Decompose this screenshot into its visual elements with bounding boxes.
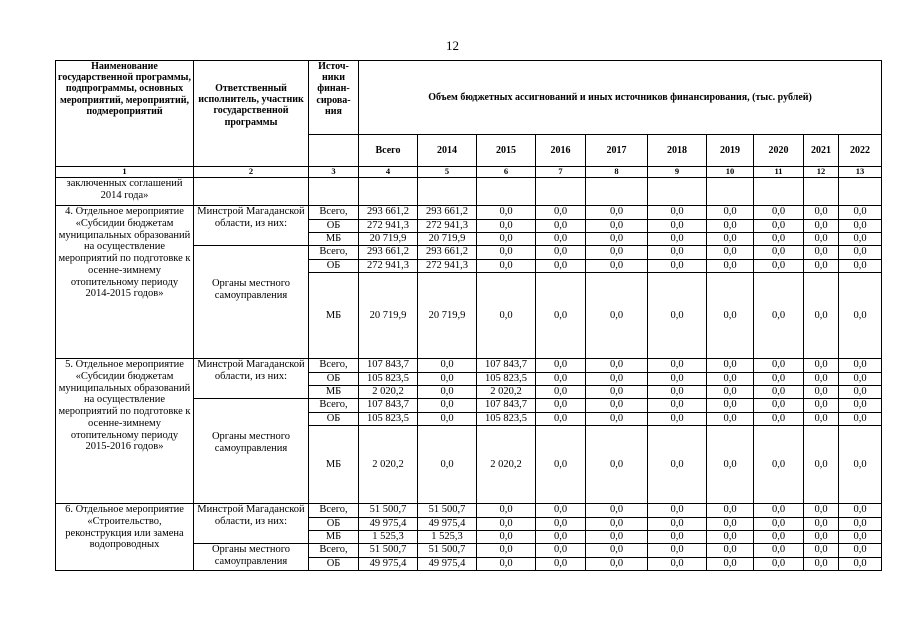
value-cell: 0,0 — [804, 544, 839, 558]
responsible-cell: Органы местного самоуправления — [194, 544, 309, 571]
header-year: 2017 — [586, 135, 648, 167]
value-cell: 0,0 — [707, 399, 754, 413]
value-cell: 0,0 — [586, 558, 648, 571]
value-cell: 0,0 — [839, 413, 882, 426]
value-cell: 0,0 — [839, 558, 882, 571]
value-cell: 20 719,9 — [418, 233, 477, 246]
column-number: 8 — [586, 167, 648, 178]
source-cell: Всего, — [309, 544, 359, 558]
value-cell: 0,0 — [648, 359, 707, 373]
column-number: 12 — [804, 167, 839, 178]
value-cell: 0,0 — [754, 399, 804, 413]
header-year: 2014 — [418, 135, 477, 167]
value-cell: 0,0 — [804, 399, 839, 413]
table-row — [56, 359, 882, 373]
value-cell: 0,0 — [839, 518, 882, 531]
value-cell: 0,0 — [648, 206, 707, 220]
value-cell: 20 719,9 — [359, 273, 418, 359]
source-cell: Всего, — [309, 504, 359, 518]
value-cell: 49 975,4 — [359, 518, 418, 531]
value-cell: 0,0 — [586, 260, 648, 273]
source-cell: МБ — [309, 233, 359, 246]
value-cell: 0,0 — [648, 246, 707, 260]
value-cell: 0,0 — [754, 544, 804, 558]
value-cell: 0,0 — [804, 504, 839, 518]
value-cell: 0,0 — [586, 246, 648, 260]
value-cell: 0,0 — [804, 220, 839, 233]
value-cell: 0,0 — [707, 504, 754, 518]
source-cell: ОБ — [309, 413, 359, 426]
value-cell: 49 975,4 — [418, 558, 477, 571]
value-cell: 0,0 — [418, 413, 477, 426]
value-cell: 49 975,4 — [359, 558, 418, 571]
column-number: 6 — [477, 167, 536, 178]
value-cell: 293 661,2 — [359, 206, 418, 220]
value-cell: 0,0 — [418, 373, 477, 386]
value-cell: 107 843,7 — [477, 399, 536, 413]
value-cell: 0,0 — [586, 504, 648, 518]
value-cell: 0,0 — [754, 413, 804, 426]
value-cell: 0,0 — [648, 544, 707, 558]
value-cell: 2 020,2 — [359, 386, 418, 399]
value-cell: 105 823,5 — [477, 413, 536, 426]
value-cell: 293 661,2 — [418, 246, 477, 260]
header-volume: Объем бюджетных ассигнований и иных источников финансирования, (тыс. рублей) — [359, 61, 882, 135]
value-cell: 0,0 — [804, 413, 839, 426]
value-cell: 0,0 — [839, 220, 882, 233]
value-cell: 0,0 — [536, 373, 586, 386]
value-cell: 0,0 — [839, 260, 882, 273]
page-number: 12 — [446, 38, 459, 53]
column-number: 5 — [418, 167, 477, 178]
value-cell: 0,0 — [754, 246, 804, 260]
value-cell: 0,0 — [648, 373, 707, 386]
value-cell: 0,0 — [754, 220, 804, 233]
value-cell: 0,0 — [586, 386, 648, 399]
column-number: 10 — [707, 167, 754, 178]
value-cell: 0,0 — [707, 386, 754, 399]
value-cell: 0,0 — [839, 426, 882, 504]
value-cell: 0,0 — [707, 373, 754, 386]
value-cell: 272 941,3 — [418, 220, 477, 233]
value-cell: 51 500,7 — [418, 504, 477, 518]
value-cell: 0,0 — [707, 260, 754, 273]
value-cell: 0,0 — [707, 246, 754, 260]
source-cell: МБ — [309, 531, 359, 544]
value-cell: 0,0 — [707, 426, 754, 504]
value-cell: 0,0 — [536, 260, 586, 273]
value-cell: 0,0 — [477, 206, 536, 220]
budget-table — [55, 60, 882, 571]
value-cell: 272 941,3 — [359, 260, 418, 273]
value-cell: 0,0 — [648, 260, 707, 273]
value-cell: 51 500,7 — [359, 544, 418, 558]
responsible-cell: Органы местного самоуправления — [194, 399, 309, 504]
value-cell: 0,0 — [839, 246, 882, 260]
value-cell: 0,0 — [536, 504, 586, 518]
responsible-cell: Органы местного самоуправления — [194, 246, 309, 359]
header-year: 2020 — [754, 135, 804, 167]
value-cell: 0,0 — [586, 531, 648, 544]
value-cell: 0,0 — [754, 504, 804, 518]
value-cell: 0,0 — [754, 273, 804, 359]
value-cell: 0,0 — [536, 426, 586, 504]
program-name-cell: 6. Отдельное мероприятие «Строительство, реконструкция или замена водопроводных — [56, 504, 194, 571]
header-year: 2018 — [648, 135, 707, 167]
value-cell: 107 843,7 — [477, 359, 536, 373]
value-cell: 0,0 — [648, 233, 707, 246]
value-cell: 0,0 — [804, 206, 839, 220]
value-cell: 0,0 — [754, 260, 804, 273]
value-cell: 0,0 — [418, 359, 477, 373]
value-cell: 0,0 — [707, 220, 754, 233]
value-cell: 0,0 — [586, 233, 648, 246]
header-year: Всего — [359, 135, 418, 167]
value-cell: 0,0 — [477, 558, 536, 571]
value-cell: 0,0 — [839, 373, 882, 386]
value-cell: 0,0 — [586, 544, 648, 558]
value-cell: 0,0 — [418, 399, 477, 413]
value-cell: 0,0 — [586, 518, 648, 531]
value-cell: 0,0 — [536, 558, 586, 571]
value-cell: 0,0 — [754, 206, 804, 220]
column-number: 3 — [309, 167, 359, 178]
program-name-cell: 4. Отдельное мероприятие «Субсидии бюджетам муниципальных образований на осуществление мероприятий по подготовке к осенне-зимнему отопительному периоду 2014-2015 годов» — [56, 206, 194, 359]
value-cell: 0,0 — [536, 359, 586, 373]
value-cell: 0,0 — [804, 233, 839, 246]
responsible-cell: Минстрой Магаданской области, из них: — [194, 504, 309, 544]
value-cell: 1 525,3 — [359, 531, 418, 544]
column-number: 4 — [359, 167, 418, 178]
value-cell: 105 823,5 — [359, 373, 418, 386]
value-cell: 107 843,7 — [359, 399, 418, 413]
value-cell: 0,0 — [707, 413, 754, 426]
value-cell: 0,0 — [754, 518, 804, 531]
value-cell: 0,0 — [536, 399, 586, 413]
cont-resp-cell — [194, 178, 309, 206]
value-cell: 0,0 — [536, 531, 586, 544]
value-cell: 0,0 — [804, 359, 839, 373]
value-cell: 0,0 — [839, 504, 882, 518]
header-year: 2019 — [707, 135, 754, 167]
column-number: 2 — [194, 167, 309, 178]
value-cell: 0,0 — [648, 273, 707, 359]
column-number: 7 — [536, 167, 586, 178]
value-cell: 293 661,2 — [359, 246, 418, 260]
value-cell: 0,0 — [586, 399, 648, 413]
column-number: 9 — [648, 167, 707, 178]
value-cell: 0,0 — [477, 246, 536, 260]
value-cell: 0,0 — [754, 373, 804, 386]
value-cell: 0,0 — [586, 413, 648, 426]
value-cell: 0,0 — [804, 373, 839, 386]
value-cell: 0,0 — [477, 233, 536, 246]
value-cell: 0,0 — [648, 518, 707, 531]
source-cell: Всего, — [309, 206, 359, 220]
value-cell: 0,0 — [707, 273, 754, 359]
value-cell: 2 020,2 — [359, 426, 418, 504]
value-cell: 0,0 — [754, 359, 804, 373]
value-cell: 0,0 — [804, 426, 839, 504]
value-cell: 0,0 — [586, 273, 648, 359]
value-cell: 0,0 — [648, 426, 707, 504]
value-cell: 0,0 — [418, 426, 477, 504]
value-cell: 105 823,5 — [477, 373, 536, 386]
value-cell: 272 941,3 — [418, 260, 477, 273]
source-cell: МБ — [309, 273, 359, 359]
value-cell: 0,0 — [839, 206, 882, 220]
value-cell: 0,0 — [839, 531, 882, 544]
column-number: 11 — [754, 167, 804, 178]
value-cell: 0,0 — [586, 359, 648, 373]
value-cell: 49 975,4 — [418, 518, 477, 531]
header-year: 2021 — [804, 135, 839, 167]
value-cell: 0,0 — [536, 273, 586, 359]
value-cell: 0,0 — [477, 518, 536, 531]
value-cell: 0,0 — [707, 233, 754, 246]
cont-name-cell: заключенных соглашений 2014 года» — [56, 178, 194, 206]
value-cell: 0,0 — [536, 220, 586, 233]
header-year: 2016 — [536, 135, 586, 167]
value-cell: 0,0 — [418, 386, 477, 399]
value-cell: 0,0 — [648, 413, 707, 426]
value-cell: 0,0 — [804, 518, 839, 531]
value-cell: 0,0 — [536, 413, 586, 426]
value-cell: 0,0 — [586, 426, 648, 504]
source-cell: ОБ — [309, 220, 359, 233]
source-cell: ОБ — [309, 373, 359, 386]
value-cell: 0,0 — [754, 426, 804, 504]
responsible-cell: Минстрой Магаданской области, из них: — [194, 206, 309, 246]
value-cell: 0,0 — [648, 504, 707, 518]
value-cell: 0,0 — [804, 531, 839, 544]
value-cell: 0,0 — [477, 544, 536, 558]
value-cell: 0,0 — [648, 399, 707, 413]
value-cell: 2 020,2 — [477, 386, 536, 399]
header-responsible: Ответственный исполнитель, участник государственной программы — [194, 61, 309, 167]
source-cell: ОБ — [309, 518, 359, 531]
value-cell: 0,0 — [536, 206, 586, 220]
value-cell: 0,0 — [536, 233, 586, 246]
column-number: 13 — [839, 167, 882, 178]
header-year: 2022 — [839, 135, 882, 167]
value-cell: 0,0 — [586, 373, 648, 386]
header-name: Наименование государственной программы, подпрограммы, основных мероприятий, мероприятий, подмероприятий — [56, 61, 194, 167]
value-cell: 0,0 — [707, 531, 754, 544]
column-number: 1 — [56, 167, 194, 178]
value-cell: 0,0 — [477, 504, 536, 518]
value-cell: 20 719,9 — [418, 273, 477, 359]
value-cell: 0,0 — [804, 386, 839, 399]
value-cell: 2 020,2 — [477, 426, 536, 504]
value-cell: 0,0 — [707, 359, 754, 373]
value-cell: 0,0 — [707, 518, 754, 531]
source-cell: МБ — [309, 386, 359, 399]
program-name-cell: 5. Отдельное мероприятие «Субсидии бюджетам муниципальных образований на осуществление мероприятий по подготовке к осенне-зимнему отопительному периоду 2015-2016 годов» — [56, 359, 194, 504]
value-cell: 293 661,2 — [418, 206, 477, 220]
value-cell: 105 823,5 — [359, 413, 418, 426]
value-cell: 0,0 — [839, 544, 882, 558]
value-cell: 0,0 — [477, 220, 536, 233]
value-cell: 0,0 — [707, 206, 754, 220]
value-cell: 51 500,7 — [359, 504, 418, 518]
value-cell: 0,0 — [707, 558, 754, 571]
value-cell: 0,0 — [536, 386, 586, 399]
header-year: 2015 — [477, 135, 536, 167]
header-source: Источ-ники финан-сирова-ния — [309, 61, 359, 135]
value-cell: 0,0 — [536, 246, 586, 260]
value-cell: 107 843,7 — [359, 359, 418, 373]
value-cell: 0,0 — [839, 273, 882, 359]
value-cell: 0,0 — [754, 531, 804, 544]
value-cell: 51 500,7 — [418, 544, 477, 558]
value-cell: 0,0 — [648, 531, 707, 544]
value-cell: 20 719,9 — [359, 233, 418, 246]
value-cell: 0,0 — [804, 273, 839, 359]
value-cell: 0,0 — [477, 531, 536, 544]
value-cell: 0,0 — [536, 518, 586, 531]
value-cell: 0,0 — [804, 246, 839, 260]
source-cell: ОБ — [309, 558, 359, 571]
value-cell: 1 525,3 — [418, 531, 477, 544]
value-cell: 0,0 — [586, 220, 648, 233]
responsible-cell: Минстрой Магаданской области, из них: — [194, 359, 309, 399]
value-cell: 0,0 — [707, 544, 754, 558]
value-cell: 0,0 — [804, 260, 839, 273]
value-cell: 0,0 — [839, 233, 882, 246]
value-cell: 0,0 — [536, 544, 586, 558]
value-cell: 0,0 — [804, 558, 839, 571]
value-cell: 272 941,3 — [359, 220, 418, 233]
cont-src-cell — [309, 178, 359, 206]
value-cell: 0,0 — [477, 273, 536, 359]
source-cell: Всего, — [309, 246, 359, 260]
value-cell: 0,0 — [839, 399, 882, 413]
value-cell: 0,0 — [648, 220, 707, 233]
value-cell: 0,0 — [648, 558, 707, 571]
value-cell: 0,0 — [648, 386, 707, 399]
value-cell: 0,0 — [586, 206, 648, 220]
value-cell: 0,0 — [839, 386, 882, 399]
source-cell: МБ — [309, 426, 359, 504]
table-row — [56, 206, 882, 220]
value-cell: 0,0 — [477, 260, 536, 273]
source-cell: Всего, — [309, 359, 359, 373]
source-cell: Всего, — [309, 399, 359, 413]
value-cell: 0,0 — [754, 558, 804, 571]
header-source-empty — [309, 135, 359, 167]
source-cell: ОБ — [309, 260, 359, 273]
value-cell: 0,0 — [754, 233, 804, 246]
value-cell: 0,0 — [839, 359, 882, 373]
value-cell: 0,0 — [754, 386, 804, 399]
table-row — [56, 504, 882, 518]
